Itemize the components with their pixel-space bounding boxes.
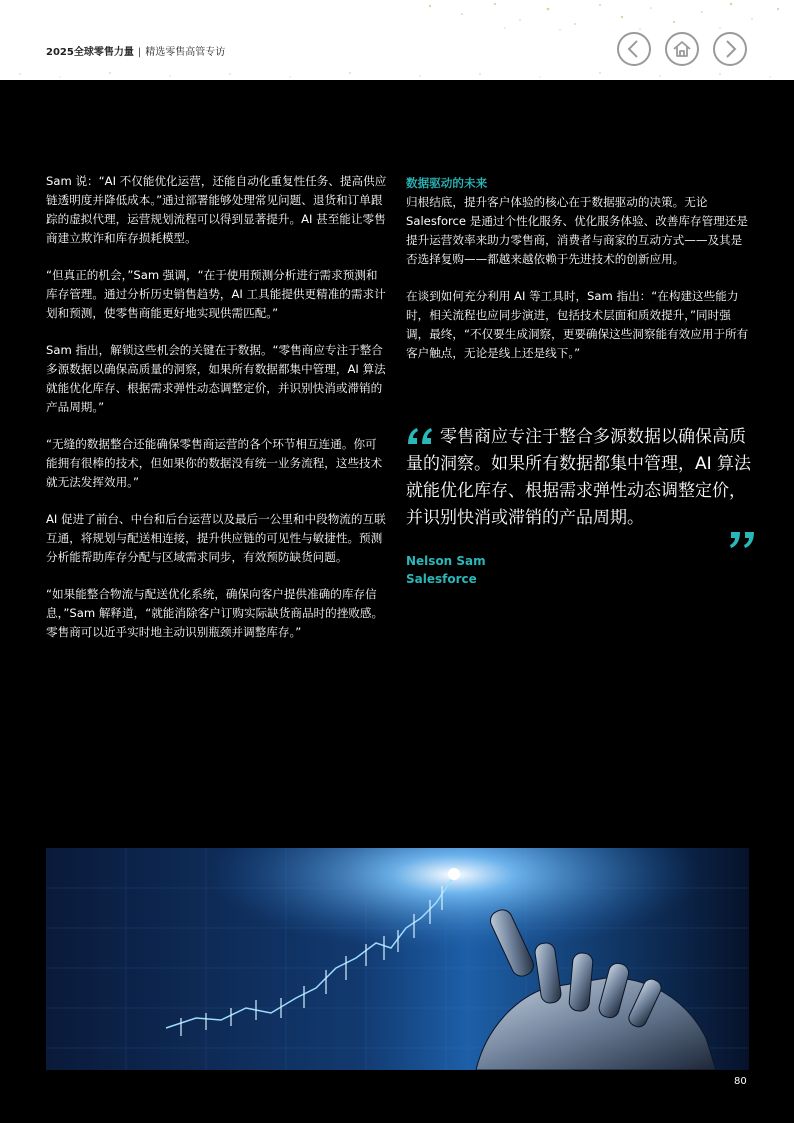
quote-attribution [406,552,486,588]
section-heading: 数据驱动的未来 [406,176,488,190]
previous-page-button[interactable] [617,32,651,66]
header-separator: | [137,47,142,58]
body-paragraph: Sam 说：“AI 不仅能优化运营，还能自动化重复性任务、提高供应链透明度并降低成本。”通过部署能够处理常见问题、退货和订单跟踪的虚拟代理，运营规划流程可以得到显著提升。AI 甚至能让零售商建立欺诈和库存损耗模型。 [46,174,387,245]
body-paragraph: “无缝的数据整合还能确保零售商运营的各个环节相互连通。你可能拥有很棒的技术，但如果你的数据没有统一业务流程，这些技术就无法发挥效用。” [46,437,383,489]
chevron-right-icon [715,34,745,64]
author-company: Salesforce [406,572,477,586]
body-paragraph: Sam 指出，解锁这些机会的关键在于数据。“零售商应专注于整合多源数据以确保高质量的洞察，如果所有数据都集中管理，AI 算法就能优化库存、根据需求弹性动态调整定价，并识别快消或滞销的产品周期。” [46,343,386,414]
running-header [46,43,225,58]
body-paragraph: AI 促进了前台、中台和后台运营以及最后一公里和中段物流的互联互通，将规划与配送相连接，提升供应链的可见性与敏捷性。预测分析能帮助库存分配与区域需求同步，有效预防缺货问题。 [46,512,386,564]
left-column [46,172,388,660]
right-column [406,174,750,381]
page-header [0,0,794,80]
section-title: 精选零售高管专访 [145,47,226,58]
open-quote-icon [406,426,434,446]
close-quote-icon [728,530,756,550]
body-paragraph: “如果能整合物流与配送优化系统，确保向客户提供准确的库存信息，”Sam 解释道，“就能消除客户订购实际缺货商品时的挫败感。零售商可以近乎实时地主动识别瓶颈并调整库存。” [46,587,384,639]
page-number: 80 [734,1076,747,1087]
body-paragraph: 归根结底，提升客户体验的核心在于数据驱动的决策。无论 Salesforce 是通过个性化服务、优化服务体验、改善库存管理还是提升运营效率来助力零售商，消费者与商家的互动方式——及其是否选择复购——都越来越依赖于先进技术的创新应用。 [406,195,748,266]
report-title: 2025全球零售力量 [46,47,134,58]
home-icon [667,34,697,64]
robot-hand-chart-image [46,848,749,1070]
home-button[interactable] [665,32,699,66]
author-name: Nelson Sam [406,554,486,568]
quote-text: 零售商应专注于整合多源数据以确保高质量的洞察。如果所有数据都集中管理，AI 算法就能优化库存、根据需求弹性动态调整定价，并识别快消或滞销的产品周期。 [406,427,752,528]
body-paragraph: 在谈到如何充分利用 AI 等工具时，Sam 指出：“在构建这些能力时，相关流程也应同步演进，包括技术层面和质效提升，”同时强调，最终，“不仅要生成洞察，更要确保这些洞察能有效应用于所有客户触点，无论是线上还是线下。” [406,289,749,360]
body-paragraph: “但真正的机会，”Sam 强调，“在于使用预测分析进行需求预测和库存管理。通过分析历史销售趋势，AI 工具能提供更精准的需求计划和预测，使零售商能更好地实现供需匹配。” [46,268,386,320]
robot-hand-chart-icon [46,848,749,1070]
chevron-left-icon [619,34,649,64]
pull-quote [406,424,758,586]
next-page-button[interactable] [713,32,747,66]
